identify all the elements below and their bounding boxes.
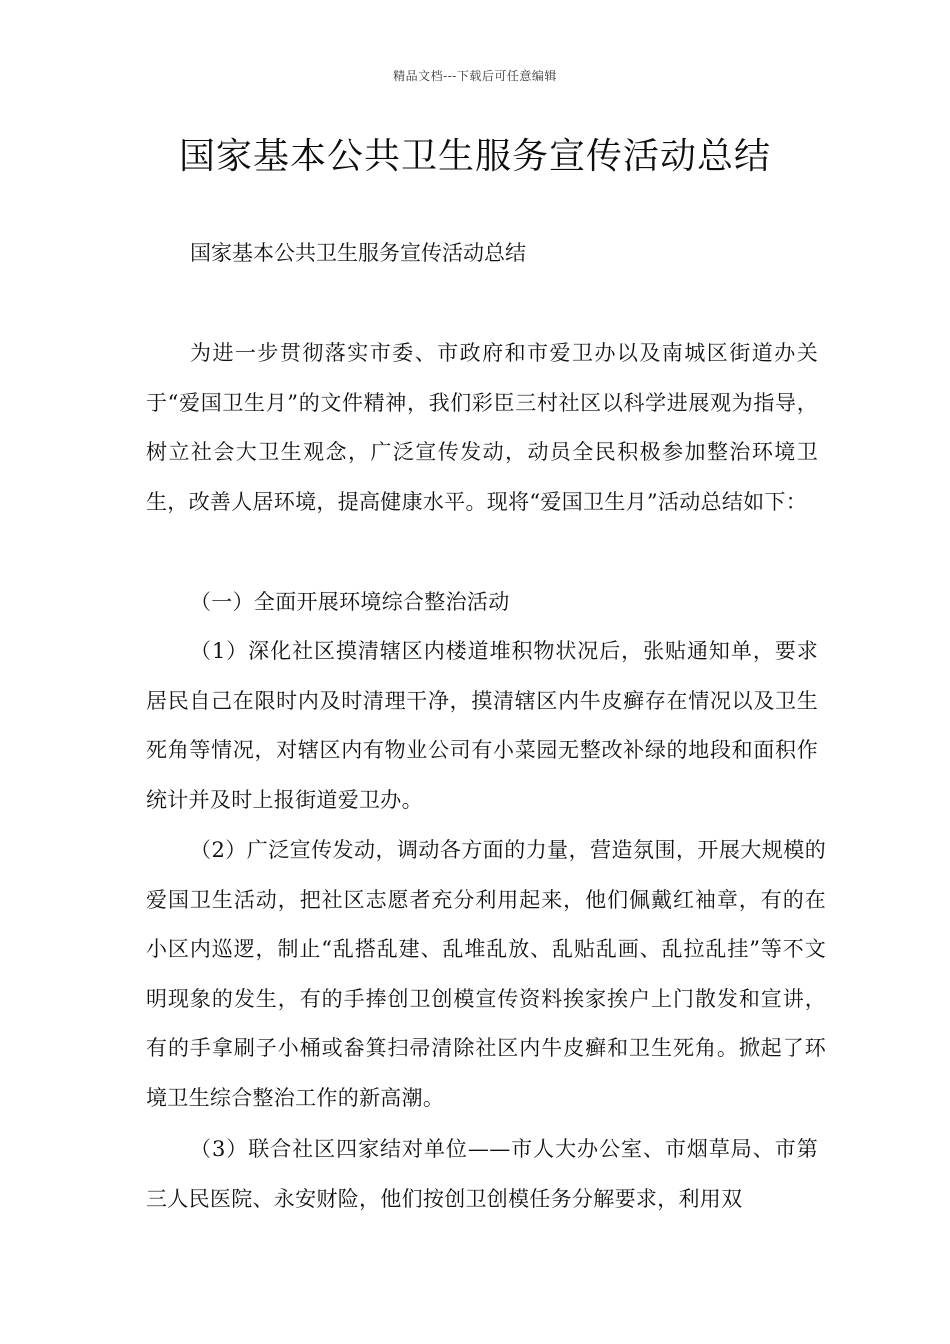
paragraph-item-1: （1）深化社区摸清辖区内楼道堆积物状况后，张贴通知单，要求居民自己在限时内及时清理干净，摸清辖区内牛皮癣存在情况以及卫生死角等情况，对辖区内有物业公司有小菜园无整改补绿的地段和面积作统计并及时上报街道爱卫办。: [146, 639, 818, 812]
section-heading-1: （一）全面开展环境综合整治活动: [190, 590, 510, 614]
paragraph-item-3: （3）联合社区四家结对单位——市人大办公室、市烟草局、市第三人民医院、永安财险，他们按创卫创模任务分解要求，利用双: [146, 1137, 818, 1211]
document-title: 国家基本公共卫生服务宣传活动总结: [178, 136, 771, 177]
header-watermark: 精品文档---下载后可任意编辑: [393, 69, 557, 83]
paragraph-intro: 为进一步贯彻落实市委、市政府和市爱卫办以及南城区街道办关于“爱国卫生月”的文件精神，我们彩臣三村社区以科学进展观为指导，树立社会大卫生观念，广泛宣传发动，动员全民积极参加整治环境卫生，改善人居环境，提高健康水平。现将“爱国卫生月”活动总结如下：: [146, 341, 818, 514]
document-subtitle: 国家基本公共卫生服务宣传活动总结: [190, 241, 526, 265]
paragraph-item-2: （2）广泛宣传发动，调动各方面的力量，营造氛围，开展大规模的爱国卫生活动，把社区志愿者充分利用起来，他们佩戴红袖章，有的在小区内巡逻，制止“乱搭乱建、乱堆乱放、乱贴乱画、乱拉乱挂”等不文明现象的发生，有的手捧创卫创模宣传资料挨家挨户上门散发和宣讲，有的手拿刷子小桶或畚箕扫帚清除社区内牛皮癣和卫生死角。掀起了环境卫生综合整治工作的新高潮。: [146, 838, 826, 1110]
